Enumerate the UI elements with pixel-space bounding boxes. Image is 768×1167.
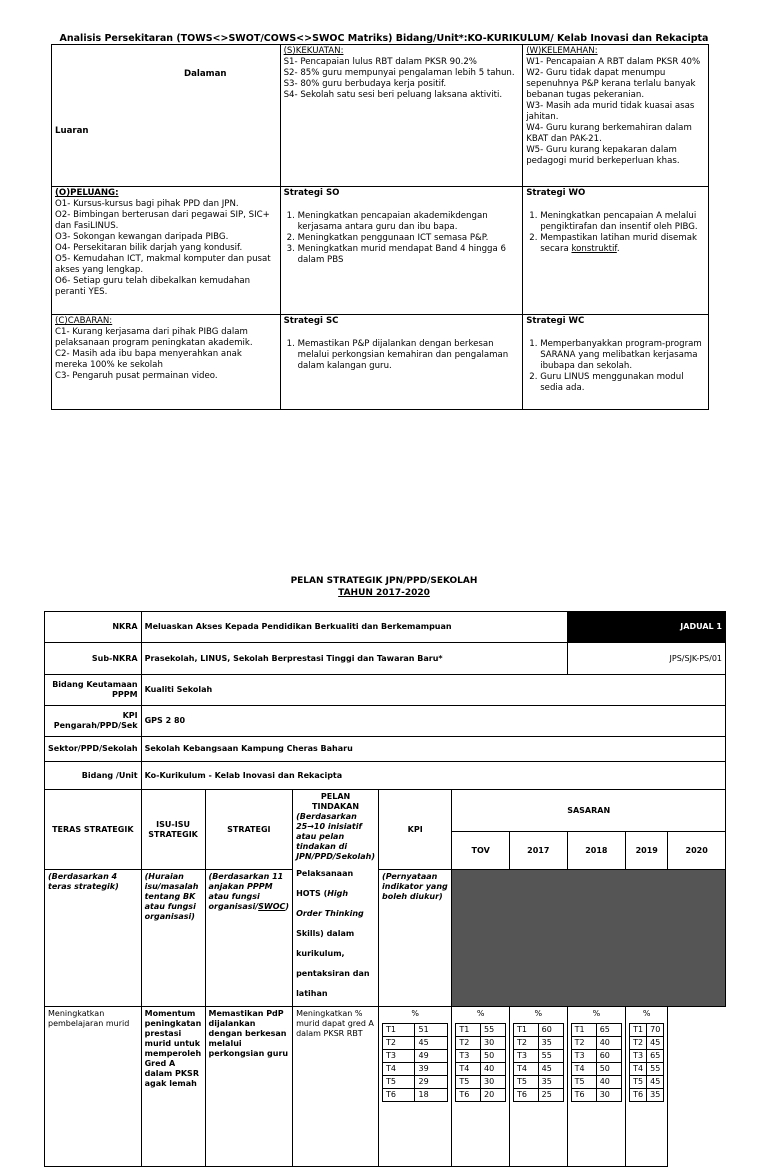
target-term: T3 [456,1050,481,1063]
cabaran-item: C3- Pengaruh pusat permainan video. [55,371,218,381]
target-term: T3 [571,1050,596,1063]
target-term: T4 [571,1063,596,1076]
target-value: 20 [481,1089,506,1102]
percent-label: % [411,1009,419,1018]
wo-item: 2. Mempastikan latihan murid disemak secara konstruktif. [540,233,705,255]
sasaran-header: SASARAN [452,790,726,832]
pelan-header: PELAN TINDAKAN [312,792,360,811]
tows-matrix [51,44,709,410]
target-row [630,1024,664,1037]
target-row [571,1063,622,1076]
unit-value: Ko-Kurikulum - Kelab Inovasi dan Rekacipta [141,762,725,790]
target-subtable [571,1023,623,1102]
target-value: 45 [647,1076,664,1089]
isu-header: ISU-ISU STRATEGIK [141,790,205,870]
target-term: T6 [571,1089,596,1102]
kpi-row-value: Meningkatkan % murid dapat gred A dalam PKSR RBT [293,1007,379,1167]
strategi-sc-cell [280,315,523,410]
target-value: 45 [415,1037,448,1050]
kpi-note: (Pernyataan indikator yang boleh diukur) [379,870,452,1007]
target-value: 60 [596,1050,621,1063]
peluang-list [55,199,277,298]
target-term: T5 [630,1076,647,1089]
strategi-note: (Berdasarkan 11 anjakan PPPM atau fungsi organisasi/SWOC) [205,870,293,1007]
strategi-sc-list [284,339,520,372]
kpi-label: KPI Pengarah/PPD/Sek [45,706,142,737]
target-value: 35 [647,1089,664,1102]
strategi-wo-cell [523,187,709,315]
year-header: 2018 [567,832,626,870]
target-value: 65 [647,1050,664,1063]
kelemahan-item: W5- Guru kurang kepakaran dalam pedagogi murid berkeperluan khas. [526,145,680,166]
peluang-item: O5- Kemudahan ICT, makmal komputer dan pusat akses yang lengkap. [55,254,271,275]
target-row [456,1089,506,1102]
target-row [630,1089,664,1102]
cabaran-item: C1- Kurang kerjasama dari pihak PIBG dalam pelaksanaan program peningkatan akademik. [55,327,253,348]
kelemahan-cell [523,45,709,187]
target-row [513,1063,563,1076]
target-value: 30 [481,1037,506,1050]
target-term: T4 [630,1063,647,1076]
target-value: 30 [481,1076,506,1089]
wc-item: 1. Memperbanyakkan program-program SARANA yang melibatkan kerjasama ibubapa dan sekolah. [540,339,705,372]
target-row [571,1037,622,1050]
pelan-value: Pelaksanaan HOTS (High Order Thinking Skills) dalam kurikulum, pentaksiran dan latihan [296,869,370,998]
target-row [456,1024,506,1037]
target-value: 29 [415,1076,448,1089]
target-value: 60 [538,1024,563,1037]
target-value: 40 [596,1037,621,1050]
target-row [383,1076,448,1089]
target-term: T2 [630,1037,647,1050]
target-term: T5 [383,1076,415,1089]
cabaran-item: C2- Masih ada ibu bapa menyerahkan anak mereka 100% ke sekolah [55,349,242,370]
target-value: 55 [538,1050,563,1063]
tows-title: Analisis Persekitaran (TOWS<>SWOT/COWS<>SWOC Matriks) Bidang/Unit*:KO-KURIKULUM/ Kelab Inovasi dan Rekacipta [59,33,709,44]
target-row [513,1050,563,1063]
target-term: T5 [513,1076,538,1089]
dalaman-luaran-cell [52,45,281,187]
wc-item: 2. Guru LINUS menggunakan modul sedia ada. [540,372,705,394]
jadual-label: JADUAL 1 [567,612,725,643]
arrow-right-icon: → [307,822,314,831]
target-row [630,1037,664,1050]
so-item: 3. Meningkatkan murid mendapat Band 4 hingga 6 dalam PBS [298,244,520,266]
target-term: T4 [456,1063,481,1076]
wo-item: 1. Meningkatkan pencapaian A melalui pengiktirafan dan insentif oleh PIBG. [540,211,705,233]
target-term: T1 [513,1024,538,1037]
kekuatan-item: S4- Sekolah satu sesi beri peluang laksana aktiviti. [283,90,503,100]
target-value: 55 [647,1063,664,1076]
percent-label: % [592,1009,601,1018]
strategi-wc-list [526,339,705,394]
kelemahan-item: W3- Masih ada murid tidak kuasai asas jahitan. [526,101,695,122]
target-value: 55 [481,1024,506,1037]
year-header: TOV [452,832,510,870]
pelan-strategik-table [44,611,726,1167]
target-value: 30 [596,1089,621,1102]
target-value: 51 [415,1024,448,1037]
strategi-sc-heading: Strategi SC [283,316,339,326]
target-value: 35 [538,1076,563,1089]
kekuatan-item: S3- 80% guru berbudaya kerja positif. [283,79,447,89]
subnkra-label: Sub-NKRA [45,643,142,675]
konstruktif-word: konstruktif [571,244,617,254]
strategi-so-heading: Strategi SO [283,188,340,198]
target-row [513,1024,563,1037]
target-term: T4 [383,1063,415,1076]
pelan-header-cell [293,790,379,1007]
kelemahan-item: W1- Pencapaian A RBT dalam PKSR 40% [526,57,701,67]
target-value: 45 [538,1063,563,1076]
target-term: T5 [456,1076,481,1089]
nkra-label: NKRA [45,612,142,643]
kekuatan-item: S1- Pencapaian lulus RBT dalam PKSR 90.2% [283,57,477,67]
target-subtable [455,1023,506,1102]
target-term: T2 [456,1037,481,1050]
target-row [571,1076,622,1089]
target-term: T1 [630,1024,647,1037]
target-subtable [382,1023,448,1102]
kpi-value: GPS 2 80 [141,706,725,737]
target-value: 50 [596,1063,621,1076]
teras-value: Meningkatkan pembelajaran murid [45,1007,142,1167]
kelemahan-list [526,57,705,167]
kekuatan-heading: (S)KEKUATAN: [283,46,344,56]
strategi-so-list [284,211,520,266]
target-value: 40 [481,1063,506,1076]
subnkra-value: Prasekolah, LINUS, Sekolah Berprestasi Tinggi dan Tawaran Baru* [141,643,567,675]
target-row [383,1089,448,1102]
target-term: T3 [513,1050,538,1063]
strategi-wc-heading: Strategi WC [526,316,585,326]
target-tov [379,1007,452,1167]
isu-note: (Huraian isu/masalah tentang BK atau fungsi organisasi) [141,870,205,1007]
dalaman-label: Dalaman [184,69,227,79]
peluang-item: O2- Bimbingan berterusan dari pegawai SIP, SIC+ dan FasiLINUS. [55,210,270,231]
target-row [456,1050,506,1063]
strategi-wo-heading: Strategi WO [526,188,586,198]
pelan-title: PELAN STRATEGIK JPN/PPD/SEKOLAH [290,576,478,586]
strategi-value: Memastikan PdP dijalankan dengan berkesan melalui perkongsian guru [205,1007,293,1167]
target-term: T6 [630,1089,647,1102]
strategi-wc-cell [523,315,709,410]
target-row [456,1076,506,1089]
nkra-value: Meluaskan Akses Kepada Pendidikan Berkualiti dan Berkemampuan [141,612,567,643]
peluang-item: O6- Setiap guru telah dibekalkan kemudahan peranti YES. [55,276,251,297]
target-row [630,1063,664,1076]
cabaran-cell [52,315,281,410]
pelan-subtitle: TAHUN 2017-2020 [338,588,430,598]
target-term: T5 [571,1076,596,1089]
strategi-so-cell [280,187,523,315]
target-row [456,1063,506,1076]
percent-label: % [476,1009,485,1018]
pelan-note: (Berdasarkan 25→10 inisiatif atau pelan tindakan di JPN/PPD/Sekolah) [296,812,376,861]
target-term: T1 [456,1024,481,1037]
target-2020 [626,1007,668,1167]
target-row [630,1050,664,1063]
kelemahan-item: W2- Guru tidak dapat menumpu sepenuhnya P&P kerana terlalu banyak bebanan tugas pekeranian. [526,68,696,100]
peluang-cell [52,187,281,315]
kekuatan-list [284,57,520,101]
sasaran-shaded [452,870,726,1007]
target-term: T3 [383,1050,415,1063]
target-term: T2 [571,1037,596,1050]
sc-item: 1. Memastikan P&P dijalankan dengan berkesan melalui perkongsian kemahiran dan pengalaman dalam kalangan guru. [298,339,520,372]
kelemahan-heading: (W)KELEMAHAN: [526,46,598,56]
teras-note: (Berdasarkan 4 teras strategik) [45,870,142,1007]
percent-label: % [642,1009,651,1018]
target-term: T3 [630,1050,647,1063]
target-row [383,1063,448,1076]
target-value: 40 [596,1076,621,1089]
target-value: 45 [647,1037,664,1050]
target-term: T2 [383,1037,415,1050]
code-value: JPS/SJK-PS/01 [567,643,725,675]
kekuatan-item: S2- 85% guru mempunyai pengalaman lebih 5 tahun. [283,68,515,78]
cabaran-heading: (C)CABARAN: [55,316,113,326]
kpi-header: KPI [379,790,452,870]
so-item: 1. Meningkatkan pencapaian akademikdengan kerjasama antara guru dan ibu bapa. [298,211,520,233]
peluang-item: O3- Sokongan kewangan daripada PIBG. [55,232,229,242]
peluang-item: O1- Kursus-kursus bagi pihak PPD dan JPN. [55,199,239,209]
year-header: 2019 [626,832,668,870]
target-row [571,1050,622,1063]
peluang-item: O4- Persekitaran bilik darjah yang kondusif. [55,243,243,253]
target-row [456,1037,506,1050]
target-term: T6 [383,1089,415,1102]
year-header: 2020 [668,832,726,870]
peluang-heading: (O)PELUANG: [55,188,119,198]
target-term: T6 [513,1089,538,1102]
strategi-header: STRATEGI [205,790,293,870]
target-term: T2 [513,1037,538,1050]
kekuatan-cell [280,45,523,187]
year-header: 2017 [509,832,567,870]
target-term: T1 [383,1024,415,1037]
target-row [571,1089,622,1102]
target-value: 25 [538,1089,563,1102]
percent-label: % [534,1009,543,1018]
luaran-label: Luaran [55,126,89,136]
target-row [383,1024,448,1037]
sektor-label: Sektor/PPD/Sekolah [45,737,142,762]
target-2018 [509,1007,567,1167]
so-item: 2. Meningkatkan penggunaan ICT semasa P&P. [298,233,520,244]
target-row [571,1024,622,1037]
strategi-wo-list [526,211,705,255]
target-row [513,1089,563,1102]
target-row [630,1076,664,1089]
sektor-value: Sekolah Kebangsaan Kampung Cheras Baharu [141,737,725,762]
target-value: 39 [415,1063,448,1076]
target-value: 65 [596,1024,621,1037]
target-2019 [567,1007,626,1167]
target-row [383,1050,448,1063]
kelemahan-item: W4- Guru kurang berkemahiran dalam KBAT dan PAK-21. [526,123,692,144]
target-value: 49 [415,1050,448,1063]
isu-value: Momentum peningkatan prestasi murid untuk memperoleh Gred A dalam PKSR agak lemah [141,1007,205,1167]
target-value: 18 [415,1089,448,1102]
target-subtable [629,1023,664,1102]
target-value: 50 [481,1050,506,1063]
target-term: T1 [571,1024,596,1037]
teras-header: TERAS STRATEGIK [45,790,142,870]
target-value: 35 [538,1037,563,1050]
target-row [513,1076,563,1089]
target-row [383,1037,448,1050]
bidang-value: Kualiti Sekolah [141,675,725,706]
bidang-label: Bidang Keutamaan PPPM [45,675,142,706]
cabaran-list [55,327,277,382]
target-2017 [452,1007,510,1167]
target-row [513,1037,563,1050]
target-term: T6 [456,1089,481,1102]
target-value: 70 [647,1024,664,1037]
target-term: T4 [513,1063,538,1076]
target-subtable [513,1023,564,1102]
unit-label: Bidang /Unit [45,762,142,790]
